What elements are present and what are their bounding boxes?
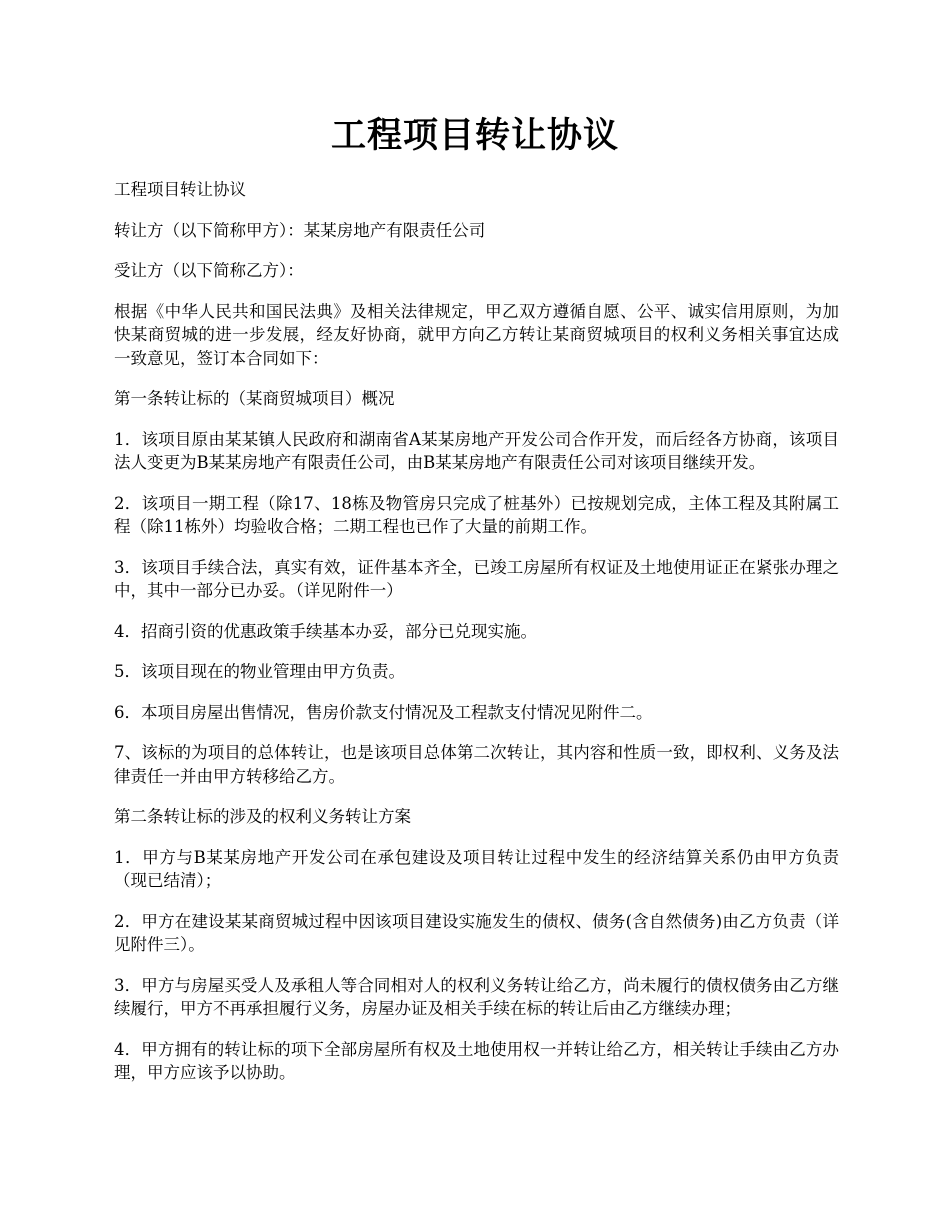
article-2-item-2: 2．甲方在建设某某商贸城过程中因该项目建设实施发生的债权、债务(含自然债务)由乙方负责（详见附件三）。 [114,911,839,954]
article-2-heading: 第二条转让标的涉及的权利义务转让方案 [114,807,411,826]
article-1-item-3: 3．该项目手续合法，真实有效，证件基本齐全，已竣工房屋所有权证及土地使用证正在紧张办理之中，其中一部分已办妥。（详见附件一） [114,557,839,600]
article-2-item-3: 3．甲方与房屋买受人及承租人等合同相对人的权利义务转让给乙方，尚未履行的债权债务由乙方继续履行，甲方不再承担履行义务，房屋办证及相关手续在标的转让后由乙方继续办理； [114,975,839,1018]
article-2-item-4: 4．甲方拥有的转让标的项下全部房屋所有权及土地使用权一并转让给乙方，相关转让手续由乙方办理，甲方应该予以协助。 [114,1039,839,1082]
article-1-item-4: 4．招商引资的优惠政策手续基本办妥，部分已兑现实施。 [114,621,537,641]
article-1-heading: 第一条转让标的（某商贸城项目）概况 [114,389,395,408]
article-1-item-2: 2．该项目一期工程（除17、18栋及物管房只完成了桩基外）已按规划完成，主体工程及其附属工程（除11栋外）均验收合格；二期工程也已作了大量的前期工作。 [114,493,839,536]
article-1-item-1: 1．该项目原由某某镇人民政府和湖南省A某某房地产开发公司合作开发，而后经各方协商，该项目法人变更为B某某房地产有限责任公司，由B某某房地产有限责任公司对该项目继续开发。 [114,429,839,472]
article-2-item-1: 1．甲方与B某某房地产开发公司在承包建设及项目转让过程中发生的经济结算关系仍由甲方负责（现已结清）； [114,847,839,890]
article-1-item-6: 6．本项目房屋出售情况，售房价款支付情况及工程款支付情况见附件二。 [114,702,653,722]
document-body [114,178,839,1102]
article-1-item-5: 5．该项目现在的物业管理由甲方负责。 [114,662,405,681]
paragraph-transferor: 转让方（以下简称甲方）：某某房地产有限责任公司 [114,220,486,240]
paragraph-preamble: 根据《中华人民共和国民法典》及相关法律规定，甲乙双方遵循自愿、公平、诚实信用原则，为加快某商贸城的进一步发展，经友好协商，就甲方向乙方转让某商贸城项目的权利义务相关事宜达成一致意见，签订本合同如下： [114,301,839,368]
article-1-item-7: 7、该标的为项目的总体转让，也是该项目总体第二次转让，其内容和性质一致，即权利、义务及法律责任一并由甲方转移给乙方。 [114,743,839,786]
paragraph-heading: 工程项目转让协议 [114,180,246,199]
paragraph-transferee: 受让方（以下简称乙方）： [114,261,304,280]
document-title: 工程项目转让协议 [330,115,619,156]
